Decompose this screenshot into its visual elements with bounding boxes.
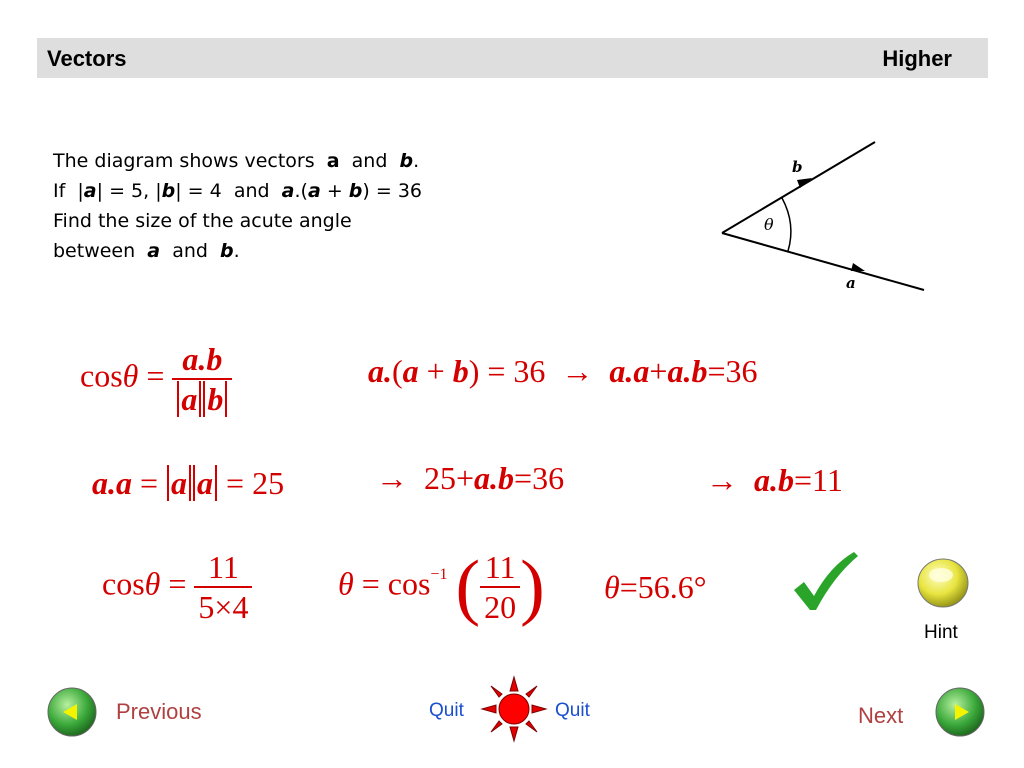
problem-line-4: between a and b. (53, 240, 240, 262)
label-b: b (792, 158, 803, 176)
problem-line-1: The diagram shows vectors a and b. (53, 150, 420, 172)
problem-line-3: Find the size of the acute angle (53, 210, 352, 232)
previous-button[interactable] (46, 686, 98, 738)
substitution-equation: → 25+a.b=36 (376, 460, 565, 496)
topic-title: Vectors (47, 46, 127, 71)
inverse-cos: $\theta = \cos^{-1}$ ( $\frac{11}{20}$ ) (338, 546, 545, 628)
a-dot-b-result: → a.b=11 (706, 462, 843, 498)
label-theta: θ (764, 215, 774, 234)
checkmark-icon (790, 548, 860, 614)
quit-sun-icon[interactable] (480, 675, 548, 743)
angle-arc (782, 198, 791, 251)
vector-b-line (722, 142, 875, 233)
cos-value: cosθ = $\frac{11}{5\times 4}$ (102, 548, 252, 626)
level-label: Higher (882, 46, 952, 71)
vector-a-line (722, 233, 924, 290)
expansion-equation: a.(a + b) = 36 → a.a+a.b=36 (368, 353, 758, 389)
quit-link-left[interactable]: Quit (429, 700, 464, 721)
next-button[interactable] (934, 686, 986, 738)
vector-diagram (700, 130, 940, 300)
title-bar (37, 38, 988, 78)
previous-label[interactable]: Previous (116, 699, 202, 724)
quit-link-right[interactable]: Quit (555, 700, 590, 721)
problem-text (53, 146, 422, 266)
next-label[interactable]: Next (858, 703, 904, 728)
label-a: a (846, 274, 856, 292)
vector-a-arrowhead (851, 263, 865, 271)
hint-label[interactable]: Hint (924, 622, 958, 643)
cos-formula: cosθ = $\frac{a.b}{\text{a b}}$ (80, 340, 232, 418)
final-answer: θ=56.6° (604, 569, 707, 605)
a-dot-a-equation: a.a = a a = 25 (92, 465, 285, 501)
hint-button[interactable] (916, 556, 970, 610)
problem-line-2: If |a| = 5, |b| = 4 and a.(a + b) = 36 (53, 180, 422, 202)
